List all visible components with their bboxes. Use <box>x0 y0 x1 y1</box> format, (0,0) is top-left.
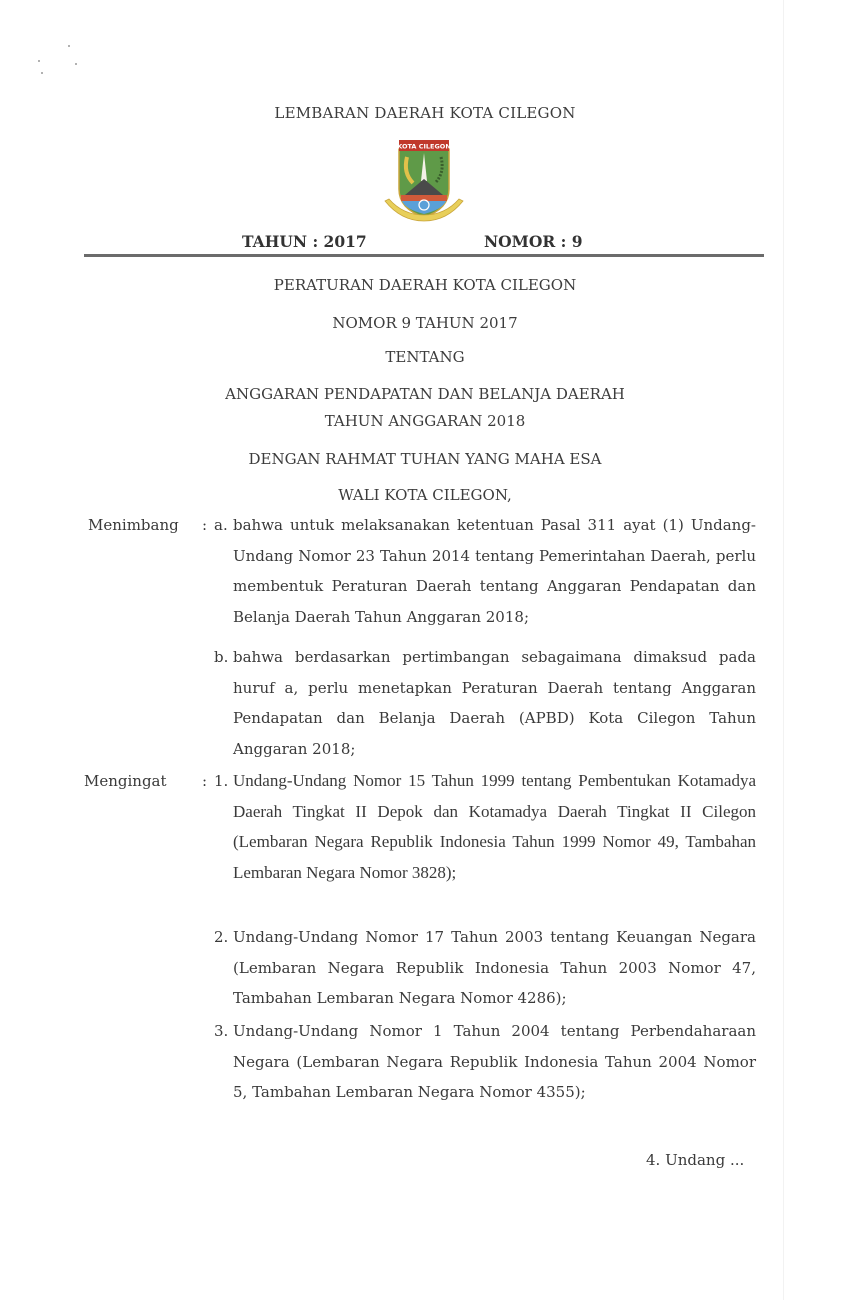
item-marker-a: a. <box>214 516 228 534</box>
menimbang-colon: : <box>202 516 208 534</box>
scan-edge-line <box>783 0 784 1300</box>
item-marker-2: 2. <box>214 928 229 946</box>
menimbang-item-b: bahwa berdasarkan pertimbangan sebagaimana dimaksud pada huruf a, perlu menetapkan Peraturan Daerah tentang Anggaran Pendapatan dan Belanja Daerah (APBD) Kota Cilegon Tahun Anggaran 2018; <box>233 648 756 758</box>
scan-speck <box>75 63 77 65</box>
mengingat-colon: : <box>202 772 208 790</box>
mengingat-item-1: Undang-Undang Nomor 15 Tahun 1999 tentang Pembentukan Kotamadya Daerah Tingkat II Depok dan Kotamadya Daerah Tingkat II Cilegon (Lembaran Negara Republik Indonesia Tahun 1999 Nomor 49, Tambahan Lembaran Negara Nomor 3828); <box>233 771 756 882</box>
emblem-text: KOTA CILEGON <box>397 142 451 151</box>
page-continuation: 4. Undang ... <box>646 1151 745 1169</box>
issuer: WALI KOTA CILEGON, <box>338 486 512 504</box>
regulation-number: NOMOR 9 TAHUN 2017 <box>332 314 518 332</box>
item-marker-1: 1. <box>214 772 229 790</box>
mengingat-item-2: Undang-Undang Nomor 17 Tahun 2003 tentang Keuangan Negara (Lembaran Negara Republik Indonesia Tahun 2003 Nomor 47, Tambahan Lembaran Negara Nomor 4286); <box>233 928 756 1007</box>
mengingat-label: Mengingat <box>84 772 167 790</box>
city-emblem-logo <box>381 137 467 225</box>
scan-speck <box>38 60 40 62</box>
gazette-title: LEMBARAN DAERAH KOTA CILEGON <box>274 104 576 122</box>
item-marker-b: b. <box>214 648 229 666</box>
gazette-year: TAHUN : 2017 <box>242 232 367 251</box>
subject-line-1: ANGGARAN PENDAPATAN DAN BELANJA DAERAH <box>225 385 625 403</box>
about-label: TENTANG <box>385 348 465 366</box>
mengingat-item-3: Undang-Undang Nomor 1 Tahun 2004 tentang Perbendaharaan Negara (Lembaran Negara Republik Indonesia Tahun 2004 Nomor 5, Tambahan Lembaran Negara Nomor 4355); <box>233 1022 756 1101</box>
subject-line-2: TAHUN ANGGARAN 2018 <box>324 412 526 430</box>
regulation-title: PERATURAN DAERAH KOTA CILEGON <box>273 276 577 294</box>
invocation: DENGAN RAHMAT TUHAN YANG MAHA ESA <box>248 450 602 468</box>
gazette-number: NOMOR : 9 <box>484 232 583 251</box>
menimbang-item-a: bahwa untuk melaksanakan ketentuan Pasal 311 ayat (1) Undang-Undang Nomor 23 Tahun 2014 tentang Pemerintahan Daerah, perlu membentuk Peraturan Daerah tentang Anggaran Pendapatan dan Belanja Daerah Tahun Anggaran 2018; <box>233 516 756 626</box>
scan-speck <box>68 45 70 47</box>
scan-speck <box>41 72 43 74</box>
item-marker-3: 3. <box>214 1022 229 1040</box>
header-divider <box>84 254 764 257</box>
menimbang-label: Menimbang <box>88 516 179 534</box>
